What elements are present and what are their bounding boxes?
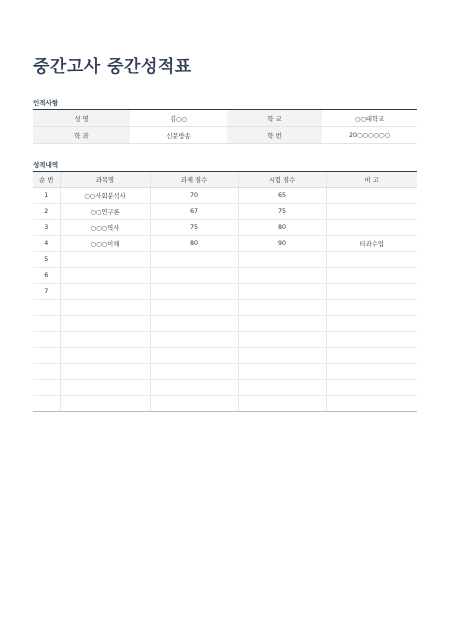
- table-row: [33, 380, 417, 396]
- school-label: 학 교: [227, 110, 322, 127]
- table-row: [33, 396, 417, 412]
- remarks-cell: [326, 396, 417, 412]
- assignment-score-cell: [150, 348, 238, 364]
- remarks-cell: [326, 348, 417, 364]
- remarks-cell: [326, 316, 417, 332]
- grades-header-row: [33, 172, 417, 188]
- exam-score-cell: [238, 300, 326, 316]
- exam-score-cell: [238, 364, 326, 380]
- exam-score-cell: [238, 284, 326, 300]
- subject-cell: ○○○이해: [60, 236, 150, 252]
- row-number-cell: [33, 348, 60, 364]
- page-title: 중간고사 중간성적표: [33, 57, 192, 77]
- exam-score-cell: 80: [238, 220, 326, 236]
- grades-section-title: 성적내역: [33, 161, 59, 169]
- name-value: 김○○: [130, 110, 227, 127]
- row-number-cell: [33, 380, 60, 396]
- row-number-cell: [33, 332, 60, 348]
- row-number-cell: 1: [33, 188, 60, 204]
- row-number-cell: [33, 364, 60, 380]
- remarks-cell: [326, 332, 417, 348]
- subject-cell: [60, 396, 150, 412]
- exam-score-cell: [238, 268, 326, 284]
- subject-cell: [60, 316, 150, 332]
- exam-score-cell: 75: [238, 204, 326, 220]
- subject-cell: ○○○역사: [60, 220, 150, 236]
- assignment-score-cell: [150, 332, 238, 348]
- remarks-cell: 타과수업: [326, 236, 417, 252]
- row-number-cell: 6: [33, 268, 60, 284]
- remarks-cell: [326, 268, 417, 284]
- exam-score-cell: [238, 332, 326, 348]
- student-id-value: 20○○○○○○: [322, 127, 417, 144]
- table-row: [33, 364, 417, 380]
- table-row: [33, 204, 417, 220]
- subject-cell: [60, 380, 150, 396]
- exam-score-cell: [238, 316, 326, 332]
- personal-info-table: [33, 110, 417, 144]
- table-row: [33, 300, 417, 316]
- row-number-cell: 7: [33, 284, 60, 300]
- table-row: [33, 332, 417, 348]
- row-number-cell: 5: [33, 252, 60, 268]
- assignment-score-cell: 80: [150, 236, 238, 252]
- assignment-score-cell: [150, 396, 238, 412]
- personal-section-title: 인적사항: [33, 99, 59, 107]
- assignment-score-cell: [150, 268, 238, 284]
- department-value: 신문방송: [130, 127, 227, 144]
- header-row-number: 순 번: [33, 172, 60, 188]
- remarks-cell: [326, 188, 417, 204]
- header-subject: 과목명: [60, 172, 150, 188]
- subject-cell: [60, 348, 150, 364]
- exam-score-cell: 90: [238, 236, 326, 252]
- table-row: [33, 348, 417, 364]
- assignment-score-cell: [150, 284, 238, 300]
- assignment-score-cell: 70: [150, 188, 238, 204]
- table-row: [33, 188, 417, 204]
- exam-score-cell: [238, 380, 326, 396]
- remarks-cell: [326, 220, 417, 236]
- school-value: ○○대학교: [322, 110, 417, 127]
- subject-cell: ○○연구론: [60, 204, 150, 220]
- subject-cell: ○○사회분석사: [60, 188, 150, 204]
- department-label: 학 과: [33, 127, 130, 144]
- table-row: [33, 220, 417, 236]
- row-number-cell: 3: [33, 220, 60, 236]
- table-row: [33, 252, 417, 268]
- remarks-cell: [326, 380, 417, 396]
- header-exam-score: 시험 점수: [238, 172, 326, 188]
- remarks-cell: [326, 364, 417, 380]
- name-label: 성 명: [33, 110, 130, 127]
- subject-cell: [60, 332, 150, 348]
- table-row: [33, 268, 417, 284]
- exam-score-cell: [238, 252, 326, 268]
- assignment-score-cell: 67: [150, 204, 238, 220]
- row-number-cell: 4: [33, 236, 60, 252]
- header-assignment-score: 과제 점수: [150, 172, 238, 188]
- student-id-label: 학 번: [227, 127, 322, 144]
- assignment-score-cell: [150, 300, 238, 316]
- table-row: [33, 316, 417, 332]
- personal-info-row: [33, 127, 417, 144]
- row-number-cell: 2: [33, 204, 60, 220]
- remarks-cell: [326, 252, 417, 268]
- remarks-cell: [326, 284, 417, 300]
- header-remarks: 비 고: [326, 172, 417, 188]
- assignment-score-cell: [150, 364, 238, 380]
- exam-score-cell: 65: [238, 188, 326, 204]
- exam-score-cell: [238, 396, 326, 412]
- subject-cell: [60, 364, 150, 380]
- assignment-score-cell: [150, 252, 238, 268]
- assignment-score-cell: [150, 380, 238, 396]
- subject-cell: [60, 268, 150, 284]
- assignment-score-cell: 75: [150, 220, 238, 236]
- row-number-cell: [33, 300, 60, 316]
- assignment-score-cell: [150, 316, 238, 332]
- remarks-cell: [326, 300, 417, 316]
- table-row: [33, 284, 417, 300]
- row-number-cell: [33, 316, 60, 332]
- subject-cell: [60, 252, 150, 268]
- subject-cell: [60, 300, 150, 316]
- subject-cell: [60, 284, 150, 300]
- remarks-cell: [326, 204, 417, 220]
- table-row: [33, 236, 417, 252]
- personal-info-row: [33, 110, 417, 127]
- exam-score-cell: [238, 348, 326, 364]
- row-number-cell: [33, 396, 60, 412]
- grades-table: [33, 172, 417, 412]
